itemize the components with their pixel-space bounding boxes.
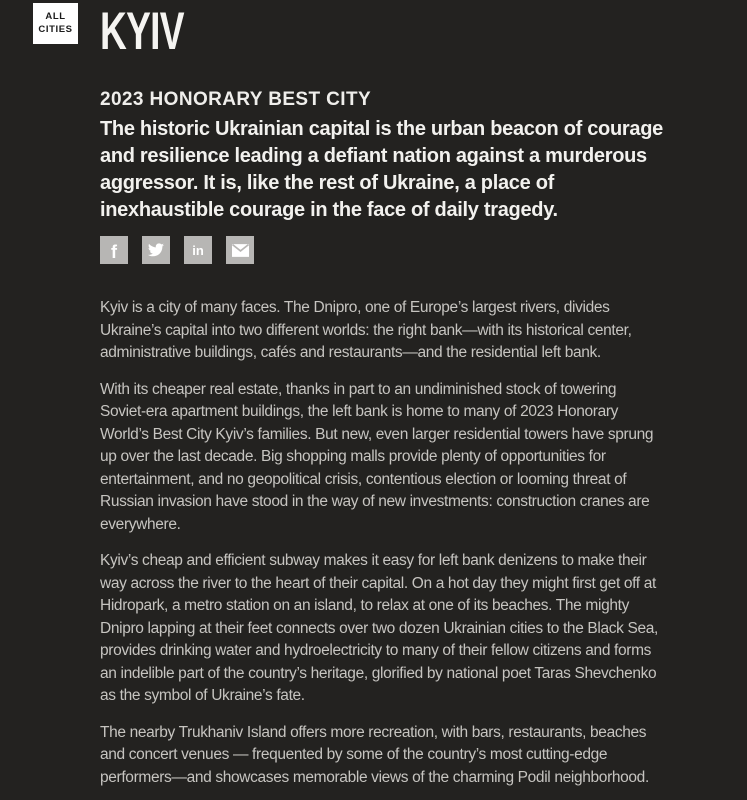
linkedin-icon: in: [192, 242, 204, 258]
main-content: [100, 0, 672, 800]
share-buttons: [100, 236, 672, 264]
article-paragraph-3: Kyiv’s cheap and efficient subway makes it easy for left bank denizens to make their way across the river to the heart of their capital. On a hot day they might first get off at Hidropark, a metro station on an island, to relax at one of its beaches. The mighty Dnipro lapping at their feet connects over two dozen Ukrainian cities to the Black Sea, provides drinking water and hydroelectricity to many of their fellow citizens and forms an indelible part of the country’s heritage, glorified by national poet Taras Shevchenko as the symbol of Ukraine’s fate.: [100, 552, 659, 704]
article-paragraph-2: With its cheaper real estate, thanks in part to an undiminished stock of towering Soviet-era apartment buildings, the left bank is home to many of 2023 Honorary World’s Best City Kyiv’s families. But new, even larger residential towers have sprung up over the last decade. Big shopping malls provide plenty of opportunities for entertainment, and no geopolitical crisis, contentious election or looming threat of Russian invasion have stood in the way of new investments: construction cranes are everywhere.: [100, 380, 654, 533]
facebook-share-button[interactable]: [100, 236, 128, 264]
article-paragraph-1: Kyiv is a city of many faces. The Dnipro, one of Europe’s largest rivers, divides Ukraine’s capital into two different worlds: the right bank—with its historical center, administrative buildings, cafés and restaurants—and the residential left bank.: [100, 299, 632, 361]
email-icon: [232, 244, 249, 257]
article-paragraph-4: The nearby Trukhaniv Island offers more recreation, with bars, restaurants, beaches and concert venues — frequented by some of the country’s most cutting-edge performers—and showcases memorable views of the charming Podil neighborhood.: [100, 723, 649, 786]
lede-text: The historic Ukrainian capital is the urban beacon of courage and resilience leading a defiant nation against a murderous aggressor. It is, like the rest of Ukraine, a place of inexhaustible courage in the face of daily tragedy.: [100, 118, 663, 221]
award-label: 2023 HONORARY BEST CITY: [100, 89, 372, 110]
email-share-button[interactable]: [226, 236, 254, 264]
page-title: KYIV: [100, 2, 184, 61]
article-body: [100, 297, 665, 789]
twitter-share-button[interactable]: [142, 236, 170, 264]
twitter-icon: [148, 243, 164, 257]
facebook-icon: f: [111, 241, 117, 262]
all-cities-button[interactable]: ALL CITIES: [33, 3, 78, 44]
linkedin-share-button[interactable]: [184, 236, 212, 264]
